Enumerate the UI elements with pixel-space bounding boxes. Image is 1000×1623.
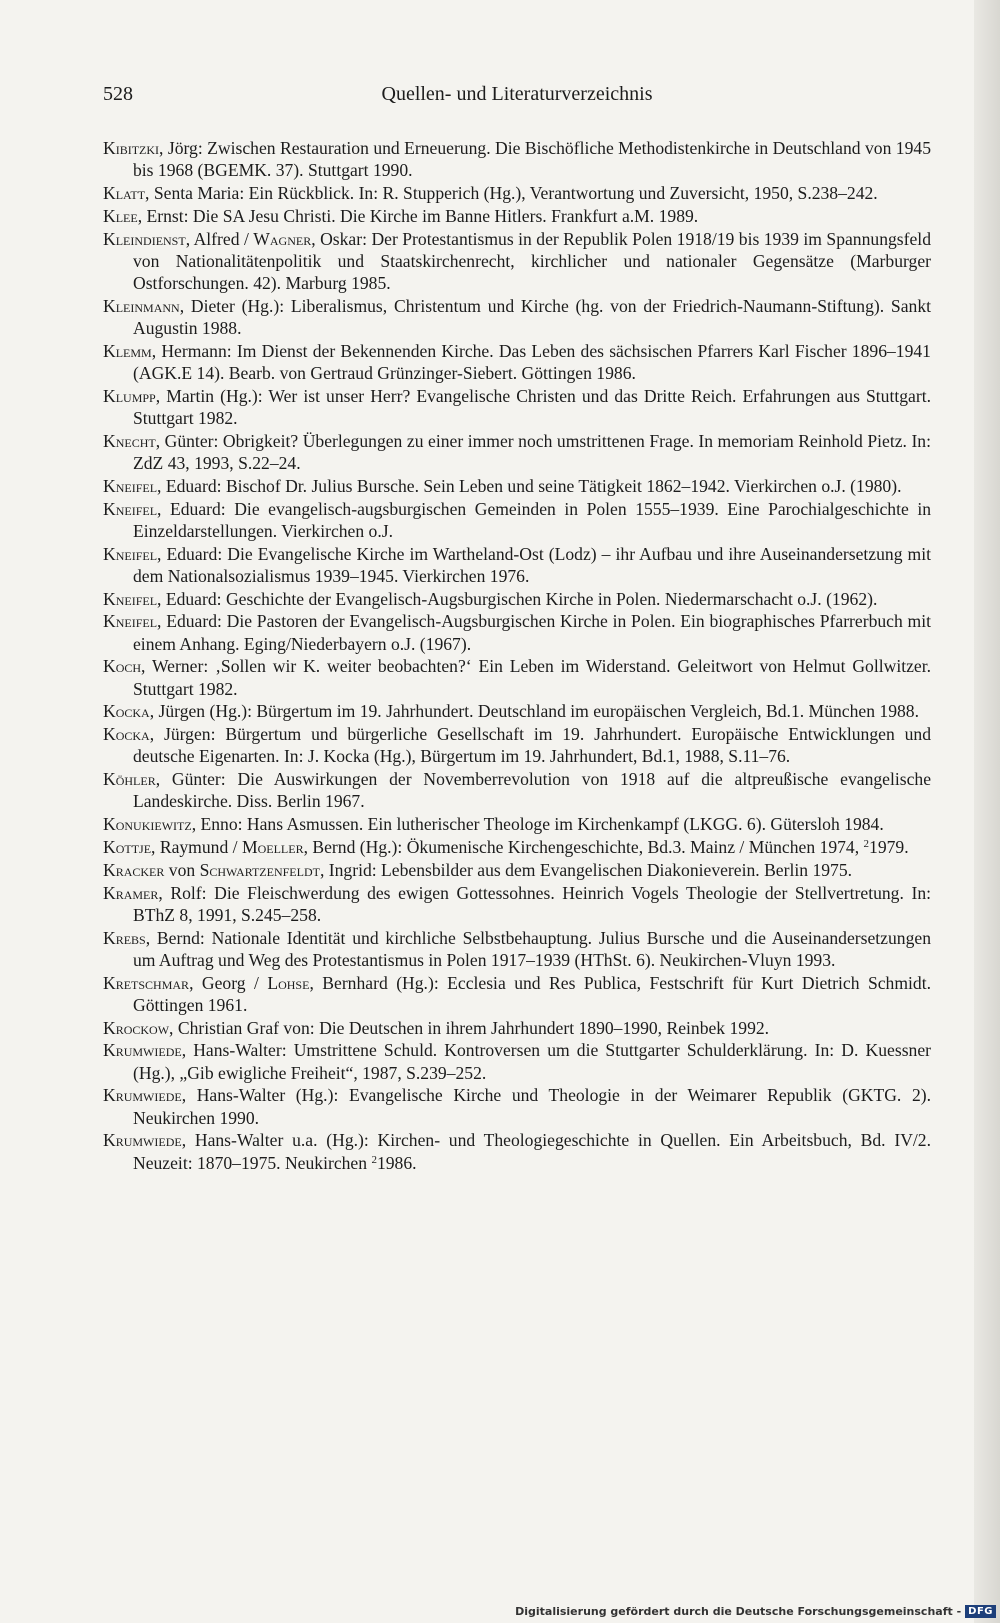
- entry-text: : Bischof Dr. Julius Bursche. Sein Leben und seine Tätigkeit 1862–1942. Vierkirchen o.J. (1980).: [216, 475, 902, 496]
- entry-a1r: , Eduard: [157, 611, 218, 632]
- bibliography-entry: [103, 859, 931, 881]
- entry-a1: Kneifel: [103, 543, 158, 564]
- entry-text: : Ecclesia und Res Publica, Festschrift für Kurt Dietrich Schmidt. Göttingen 1961.: [133, 972, 931, 1015]
- dfg-credit: Digitalisierung gefördert durch die Deutsche Forschungsgemeinschaft -: [515, 1604, 962, 1618]
- bibliography-entry: [103, 610, 931, 654]
- bibliography-entry: [103, 1017, 931, 1039]
- entry-a1: Kleinmann: [103, 295, 180, 316]
- page-number: 528: [103, 83, 133, 105]
- entry-text: : Der Protestantismus in der Republik Polen 1918/19 bis 1939 im Spannungsfeld von Nationalitätenpolitik und Staatskirchenrecht, kirchlicher und nationaler Gegensätze (Marburger Ostforschungen. 42). Marburg 1985.: [133, 228, 931, 293]
- bibliography-entry: [103, 182, 931, 204]
- entry-a1r: , Eduard: [157, 498, 221, 519]
- entry-text: : Die Pastoren der Evangelisch-Augsburgischen Kirche in Polen. Ein biographisches Pfarrerbuch mit einem Anhang. Eging/Niederbayern o.J. (1967).: [133, 611, 932, 654]
- entry-text: : Bürgertum im 19. Jahrhundert. Deutschland im europäischen Vergleich, Bd.1. München 1988.: [247, 701, 919, 722]
- entry-a2r: , Ingrid: [319, 859, 372, 880]
- entry-text: : Ein Rückblick. In: R. Stupperich (Hg.), Verantwortung und Zuversicht, 1950, S.238–242.: [239, 183, 878, 203]
- entry-a1r: , Ernst: [137, 205, 184, 226]
- bibliography-entry: [103, 655, 931, 699]
- entry-text: : Hans Asmussen. Ein lutherischer Theologe im Kirchenkampf (LKGG. 6). Gütersloh 1984.: [237, 814, 884, 835]
- entry-a1: Kretschmar: [103, 972, 190, 993]
- entry-a2: Wagner: [253, 228, 312, 249]
- bibliography-entry: [103, 430, 931, 474]
- entry-text: : Zwischen Restauration und Erneuerung. Die Bischöfliche Methodistenkirche in Deutschland von 1945 bis 1968 (BGEMK. 37). Stuttgart 1990.: [133, 138, 931, 181]
- page-header: [103, 83, 931, 113]
- entry-text: : ‚Sollen wir K. weiter beobachten?‘ Ein Leben im Widerstand. Geleitwort von Helmut Gollwitzer. Stuttgart 1982.: [133, 656, 932, 699]
- entry-a1: Kibitzki: [103, 138, 160, 158]
- entry-a1r: , Hans-Walter u.a. (Hg.): [181, 1130, 364, 1151]
- bibliography-entry: [103, 498, 931, 542]
- entry-a1r: , Alfred /: [185, 228, 254, 249]
- entry-a1: Klumpp: [103, 385, 156, 406]
- entry-text: : Lebensbilder aus dem Evangelischen Diakonieverein. Berlin 1975.: [371, 859, 853, 880]
- entry-a1: Kneifel: [103, 498, 158, 519]
- entry-text: : Die evangelisch-augsburgischen Gemeinden in Polen 1555–1939. Eine Parochialgeschichte in Einzeldarstellungen. Vierkirchen o.J.: [133, 498, 932, 541]
- entry-a1r: , Christian Graf von: [169, 1017, 310, 1038]
- entry-a1: Kottje: [103, 836, 152, 857]
- entry-text: : Liberalismus, Christentum und Kirche (hg. von der Friedrich-Naumann-Stiftung). Sankt Augustin 1988.: [133, 295, 932, 338]
- entry-a2: Moeller: [241, 836, 304, 857]
- bibliography-entry: [103, 1129, 931, 1173]
- entry-text: : Ökumenische Kirchengeschichte, Bd.3. Mainz / München 1974,: [397, 836, 864, 857]
- entry-text: : Die SA Jesu Christi. Die Kirche im Banne Hitlers. Frankfurt a.M. 1989.: [183, 205, 699, 226]
- bibliography-entry: [103, 228, 931, 295]
- entry-a1r: , Martin (Hg.): [155, 385, 258, 406]
- bibliography-entry: [103, 972, 931, 1016]
- entry-a1r: , Günter: [155, 769, 221, 790]
- entry-a1: Kneifel: [103, 475, 158, 496]
- entry-a1: Kneifel: [103, 588, 158, 609]
- entry-tail: 1979.: [869, 836, 909, 857]
- entry-a2r: , Bernhard (Hg.): [309, 972, 434, 993]
- entry-a1: Klemm: [103, 340, 152, 361]
- entry-sup: 2: [863, 837, 870, 850]
- entry-a1: Krumwiede: [103, 1040, 182, 1061]
- entry-text: : Im Dienst der Bekennenden Kirche. Das Leben des sächsischen Pfarrers Karl Fischer 1896–1941 (AGK.E 14). Bearb. von Gertraud Grünzinger-Siebert. Göttingen 1986.: [133, 340, 931, 383]
- entry-a1r: , Enno: [191, 814, 238, 835]
- entry-text: : Wer ist unser Herr? Evangelische Christen und das Dritte Reich. Erfahrungen aus Stuttgart. Stuttgart 1982.: [133, 385, 931, 428]
- entry-text: : Kirchen- und Theologiegeschichte in Quellen. Ein Arbeitsbuch, Bd. IV/2. Neuzeit: 1870–1975. Neukirchen: [133, 1130, 931, 1173]
- entry-a1r: , Rolf: [158, 882, 202, 903]
- entry-a1r: , Senta Maria: [145, 183, 240, 203]
- page-edge: [974, 0, 1000, 1623]
- entry-a1: Krebs: [103, 927, 146, 948]
- bibliography-entry: [103, 927, 931, 971]
- bibliography-entry: [103, 137, 931, 181]
- entry-a1r: , Günter: [155, 430, 214, 451]
- entry-text: : Geschichte der Evangelisch-Augsburgischen Kirche in Polen. Niedermarschacht o.J. (1962).: [216, 588, 878, 609]
- entry-a1r: , Werner: [141, 656, 204, 677]
- entry-a1: Koch: [103, 656, 142, 677]
- bibliography-entry: [103, 385, 931, 429]
- entry-a1: Klee: [103, 205, 138, 226]
- entry-a1: Kocka: [103, 701, 150, 722]
- bibliography-entry: [103, 205, 931, 227]
- bibliography-entry: [103, 836, 931, 858]
- bibliography-entry: [103, 700, 931, 722]
- entry-a1r: , Eduard: [157, 543, 218, 564]
- entry-sup: 2: [371, 1153, 377, 1166]
- entry-a1r: , Bernd: [145, 927, 200, 948]
- entry-a1: Konukiewitz: [103, 814, 192, 835]
- entry-text: : Die Auswirkungen der Novemberrevolution von 1918 auf die altpreußische evangelische Landeskirche. Diss. Berlin 1967.: [133, 769, 932, 812]
- bibliography-list: [103, 137, 931, 1174]
- entry-a1r: , Hans-Walter: [181, 1040, 282, 1061]
- entry-a1: Kocka: [103, 724, 150, 745]
- entry-a1: Kleindienst: [103, 228, 186, 249]
- entry-a1r: , Jürgen (Hg.): [149, 701, 248, 722]
- bibliography-entry: [103, 340, 931, 384]
- entry-a1r: , Dieter (Hg.): [179, 295, 280, 316]
- entry-a1: Krockow: [103, 1017, 170, 1038]
- entry-a1: Krumwiede: [103, 1130, 182, 1151]
- entry-a1: Kramer: [103, 882, 159, 903]
- entry-text: : Evangelische Kirche und Theologie in der Weimarer Republik (GKTG. 2). Neukirchen 1990.: [133, 1085, 932, 1128]
- entry-text: : Umstrittene Schuld. Kontroversen um die Stuttgarter Schulderklärung. In: D. Kuessner (Hg.), „Gib ewigliche Freiheit“, 1987, S.239–252.: [133, 1040, 931, 1083]
- entry-a1r: von: [164, 859, 200, 880]
- entry-a1: Kneifel: [103, 611, 158, 632]
- bibliography-entry: [103, 1084, 931, 1128]
- entry-a1r: , Eduard: [157, 588, 217, 609]
- entry-a1: Krumwiede: [103, 1085, 182, 1106]
- running-title: Quellen- und Literaturverzeichnis: [381, 83, 653, 105]
- bibliography-entry: [103, 588, 931, 610]
- entry-text: : Nationale Identität und kirchliche Selbstbehauptung. Julius Bursche und die Auseinandersetzungen um Auftrag und Weg des Protestantismus in Polen 1917–1939 (HThSt. 6). Neukirchen-Vluyn 1993.: [133, 927, 931, 970]
- bibliography-entry: [103, 1039, 931, 1083]
- bibliography-entry: [103, 813, 931, 835]
- entry-a1: Kracker: [103, 859, 165, 880]
- entry-tail: 1986.: [376, 1152, 417, 1173]
- entry-a1r: , Eduard: [157, 475, 217, 496]
- entry-a1r: , Georg /: [189, 972, 268, 993]
- dfg-logo: DFG: [965, 1605, 996, 1618]
- bibliography-entry: [103, 882, 931, 926]
- entry-a1r: , Jörg: [159, 138, 198, 158]
- entry-a2r: , Oskar: [311, 228, 363, 249]
- entry-a1: Knecht: [103, 430, 156, 451]
- entry-a1r: , Hermann: [151, 340, 227, 361]
- entry-text: : Obrigkeit? Überlegungen zu einer immer noch umstrittenen Frage. In memoriam Reinhold Pietz. In: ZdZ 43, 1993, S.22–24.: [133, 430, 931, 473]
- bibliography-entry: [103, 768, 931, 812]
- bibliography-entry: [103, 295, 931, 339]
- bibliography-entry: [103, 475, 931, 497]
- entry-a1r: , Hans-Walter (Hg.): [181, 1085, 334, 1106]
- entry-a1: Klatt: [103, 183, 146, 203]
- footer: [515, 1601, 996, 1621]
- entry-text: : Bürgertum und bürgerliche Gesellschaft im 19. Jahrhundert. Europäische Entwicklungen und deutsche Eigenarten. In: J. Kocka (Hg.), Bürgertum im 19. Jahrhundert, Bd.1, 1988, S.11–76.: [133, 724, 932, 767]
- bibliography-entry: [103, 543, 931, 587]
- entry-a2: Schwartzenfeldt: [199, 859, 320, 880]
- bibliography-entry: [103, 723, 931, 767]
- entry-text: : Die Fleischwerdung des ewigen Gottessohnes. Heinrich Vogels Theologie der Stellvertretung. In: BThZ 8, 1991, S.245–258.: [133, 882, 932, 925]
- entry-text: : Die Deutschen in ihrem Jahrhundert 1890–1990, Reinbek 1992.: [309, 1017, 770, 1038]
- entry-a2r: , Bernd (Hg.): [303, 836, 398, 857]
- entry-a2: Lohse: [267, 972, 310, 993]
- entry-a1r: , Raymund /: [151, 836, 242, 857]
- entry-a1: Köhler: [103, 769, 156, 790]
- entry-a1r: , Jürgen: [149, 724, 211, 745]
- entry-text: : Die Evangelische Kirche im Wartheland-Ost (Lodz) – ihr Aufbau und ihre Auseinandersetzung mit dem Nationalsozialismus 1939–1945. Vierkirchen 1976.: [133, 543, 931, 586]
